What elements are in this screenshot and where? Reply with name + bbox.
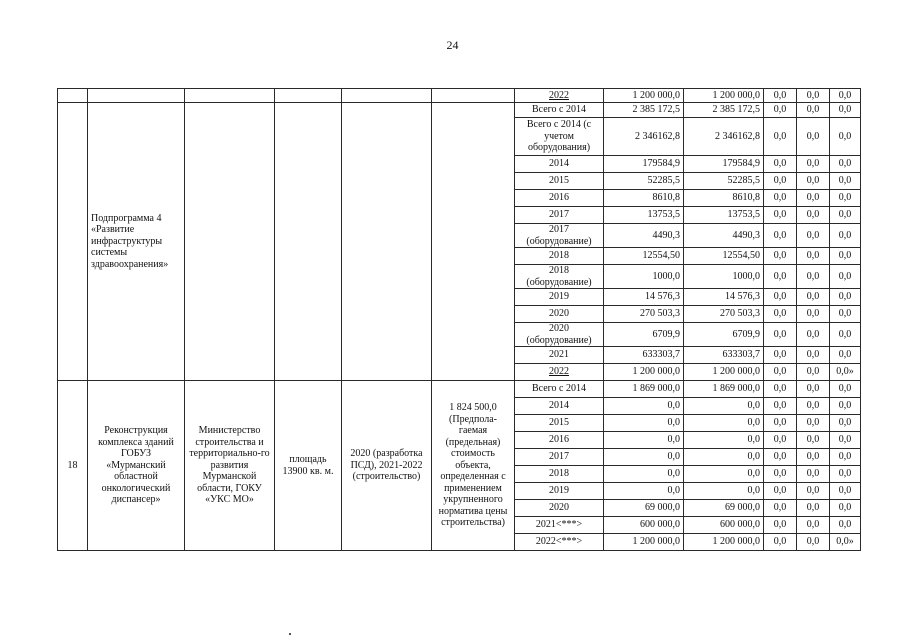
value-cell: 0,0 bbox=[797, 306, 830, 323]
period-cell: 2014 bbox=[515, 156, 604, 173]
value-cell: 0,0 bbox=[684, 449, 764, 466]
value-cell: 0,0 bbox=[830, 118, 861, 156]
period-cell: 2016 bbox=[515, 432, 604, 449]
value-cell: 600 000,0 bbox=[684, 517, 764, 534]
value-cell: 0,0 bbox=[830, 306, 861, 323]
empty-cell bbox=[432, 89, 515, 103]
period-cell: 2018 (оборудование) bbox=[515, 265, 604, 289]
value-cell: 2 385 172,5 bbox=[604, 103, 684, 118]
period-cell: Всего с 2014 bbox=[515, 381, 604, 398]
value-cell: 0,0 bbox=[764, 381, 797, 398]
budget-table bbox=[57, 88, 861, 551]
value-cell: 1 200 000,0 bbox=[604, 534, 684, 551]
period-cell: 2022 bbox=[515, 364, 604, 381]
value-cell: 0,0 bbox=[797, 432, 830, 449]
value-cell: 69 000,0 bbox=[604, 500, 684, 517]
value-cell: 0,0 bbox=[797, 398, 830, 415]
value-cell: 1 200 000,0 bbox=[604, 89, 684, 103]
value-cell: 0,0» bbox=[830, 364, 861, 381]
table-body bbox=[58, 89, 861, 551]
value-cell: 12554,50 bbox=[684, 248, 764, 265]
period-cell: 2022 bbox=[515, 89, 604, 103]
value-cell: 0,0 bbox=[797, 517, 830, 534]
value-cell: 0,0 bbox=[764, 156, 797, 173]
value-cell: 4490,3 bbox=[604, 224, 684, 248]
value-cell: 600 000,0 bbox=[604, 517, 684, 534]
period-cell: 2017 (оборудование) bbox=[515, 224, 604, 248]
value-cell: 0,0 bbox=[797, 449, 830, 466]
value-cell: 0,0 bbox=[764, 500, 797, 517]
value-cell: 0,0 bbox=[604, 466, 684, 483]
project-dates: 2020 (разработка ПСД), 2021-2022 (строительство) bbox=[342, 381, 432, 551]
scan-speck bbox=[289, 633, 291, 635]
value-cell: 0,0 bbox=[797, 483, 830, 500]
value-cell: 0,0 bbox=[797, 347, 830, 364]
value-cell: 0,0 bbox=[797, 265, 830, 289]
value-cell: 0,0 bbox=[797, 500, 830, 517]
value-cell: 14 576,3 bbox=[604, 289, 684, 306]
value-cell: 12554,50 bbox=[604, 248, 684, 265]
value-cell: 0,0 bbox=[797, 190, 830, 207]
value-cell: 0,0 bbox=[830, 323, 861, 347]
value-cell: 0,0 bbox=[830, 173, 861, 190]
value-cell: 0,0 bbox=[604, 483, 684, 500]
value-cell: 2 346162,8 bbox=[604, 118, 684, 156]
value-cell: 2 385 172,5 bbox=[684, 103, 764, 118]
value-cell: 0,0 bbox=[764, 103, 797, 118]
value-cell: 0,0 bbox=[830, 432, 861, 449]
value-cell: 0,0 bbox=[830, 224, 861, 248]
value-cell: 0,0 bbox=[830, 398, 861, 415]
project-name: Реконструкция комплекса зданий ГОБУЗ «Мурманский областной онкологический диспансер» bbox=[88, 381, 185, 551]
value-cell: 0,0 bbox=[797, 173, 830, 190]
value-cell: 0,0 bbox=[830, 289, 861, 306]
period-cell: 2018 bbox=[515, 466, 604, 483]
period-cell: 2017 bbox=[515, 207, 604, 224]
value-cell: 0,0 bbox=[684, 398, 764, 415]
value-cell: 0,0» bbox=[830, 534, 861, 551]
value-cell: 0,0 bbox=[604, 432, 684, 449]
value-cell: 0,0 bbox=[830, 156, 861, 173]
project-capacity: площадь 13900 кв. м. bbox=[275, 381, 342, 551]
value-cell: 0,0 bbox=[830, 517, 861, 534]
value-cell: 1 869 000,0 bbox=[604, 381, 684, 398]
period-cell: 2015 bbox=[515, 173, 604, 190]
value-cell: 0,0 bbox=[764, 449, 797, 466]
value-cell: 0,0 bbox=[797, 156, 830, 173]
value-cell: 0,0 bbox=[797, 248, 830, 265]
value-cell: 0,0 bbox=[830, 248, 861, 265]
value-cell: 0,0 bbox=[830, 449, 861, 466]
value-cell: 0,0 bbox=[797, 415, 830, 432]
value-cell: 633303,7 bbox=[604, 347, 684, 364]
empty-cell bbox=[58, 103, 88, 381]
value-cell: 0,0 bbox=[830, 381, 861, 398]
value-cell: 0,0 bbox=[604, 415, 684, 432]
period-cell: 2015 bbox=[515, 415, 604, 432]
value-cell: 4490,3 bbox=[684, 224, 764, 248]
empty-cell bbox=[432, 103, 515, 381]
value-cell: 0,0 bbox=[797, 381, 830, 398]
value-cell: 1000,0 bbox=[604, 265, 684, 289]
value-cell: 6709,9 bbox=[604, 323, 684, 347]
value-cell: 0,0 bbox=[764, 466, 797, 483]
value-cell: 179584,9 bbox=[684, 156, 764, 173]
value-cell: 0,0 bbox=[797, 364, 830, 381]
value-cell: 0,0 bbox=[764, 364, 797, 381]
value-cell: 0,0 bbox=[764, 248, 797, 265]
project-cost: 1 824 500,0 (Предпола-гаемая (предельная) стоимость объекта, определенная с применением укрупненного норматива цены строительства) bbox=[432, 381, 515, 551]
value-cell: 0,0 bbox=[764, 289, 797, 306]
value-cell: 0,0 bbox=[764, 224, 797, 248]
value-cell: 0,0 bbox=[604, 449, 684, 466]
value-cell: 6709,9 bbox=[684, 323, 764, 347]
value-cell: 0,0 bbox=[764, 190, 797, 207]
value-cell: 1 200 000,0 bbox=[604, 364, 684, 381]
period-cell: 2021 bbox=[515, 347, 604, 364]
value-cell: 0,0 bbox=[764, 323, 797, 347]
value-cell: 1 200 000,0 bbox=[684, 534, 764, 551]
value-cell: 0,0 bbox=[797, 289, 830, 306]
empty-cell bbox=[58, 89, 88, 103]
table-row bbox=[58, 89, 861, 103]
value-cell: 0,0 bbox=[604, 398, 684, 415]
project-customer: Министерство строительства и территориально-го развития Мурманской области, ГОКУ «УКС МО» bbox=[185, 381, 275, 551]
period-cell: 2019 bbox=[515, 483, 604, 500]
value-cell: 0,0 bbox=[830, 207, 861, 224]
value-cell: 0,0 bbox=[764, 347, 797, 364]
value-cell: 270 503,3 bbox=[604, 306, 684, 323]
value-cell: 0,0 bbox=[764, 118, 797, 156]
value-cell: 0,0 bbox=[797, 534, 830, 551]
period-cell: 2014 bbox=[515, 398, 604, 415]
row-number: 18 bbox=[58, 381, 88, 551]
value-cell: 0,0 bbox=[764, 483, 797, 500]
value-cell: 0,0 bbox=[797, 466, 830, 483]
value-cell: 179584,9 bbox=[604, 156, 684, 173]
value-cell: 0,0 bbox=[764, 89, 797, 103]
empty-cell bbox=[88, 89, 185, 103]
empty-cell bbox=[275, 89, 342, 103]
value-cell: 0,0 bbox=[830, 466, 861, 483]
value-cell: 0,0 bbox=[797, 118, 830, 156]
empty-cell bbox=[275, 103, 342, 381]
value-cell: 0,0 bbox=[764, 432, 797, 449]
value-cell: 0,0 bbox=[830, 500, 861, 517]
value-cell: 270 503,3 bbox=[684, 306, 764, 323]
period-cell: 2020 (оборудование) bbox=[515, 323, 604, 347]
value-cell: 0,0 bbox=[684, 483, 764, 500]
value-cell: 1 200 000,0 bbox=[684, 364, 764, 381]
value-cell: 0,0 bbox=[684, 432, 764, 449]
value-cell: 0,0 bbox=[764, 207, 797, 224]
empty-cell bbox=[185, 89, 275, 103]
period-cell: Всего с 2014 bbox=[515, 103, 604, 118]
table-row bbox=[58, 103, 861, 118]
period-cell: 2016 bbox=[515, 190, 604, 207]
value-cell: 0,0 bbox=[764, 517, 797, 534]
value-cell: 0,0 bbox=[684, 466, 764, 483]
value-cell: 0,0 bbox=[764, 173, 797, 190]
subprogram-name: Подпрограмма 4 «Развитие инфраструктуры системы здравоохранения» bbox=[88, 103, 185, 381]
value-cell: 0,0 bbox=[797, 224, 830, 248]
period-cell: 2017 bbox=[515, 449, 604, 466]
period-cell: 2020 bbox=[515, 306, 604, 323]
value-cell: 0,0 bbox=[830, 265, 861, 289]
empty-cell bbox=[342, 89, 432, 103]
value-cell: 0,0 bbox=[830, 103, 861, 118]
period-cell: 2018 bbox=[515, 248, 604, 265]
period-cell: 2022<***> bbox=[515, 534, 604, 551]
value-cell: 0,0 bbox=[764, 534, 797, 551]
period-cell: 2020 bbox=[515, 500, 604, 517]
empty-cell bbox=[342, 103, 432, 381]
value-cell: 1000,0 bbox=[684, 265, 764, 289]
period-cell: Всего с 2014 (с учетом оборудования) bbox=[515, 118, 604, 156]
value-cell: 1 869 000,0 bbox=[684, 381, 764, 398]
value-cell: 0,0 bbox=[797, 207, 830, 224]
value-cell: 14 576,3 bbox=[684, 289, 764, 306]
value-cell: 0,0 bbox=[684, 415, 764, 432]
value-cell: 633303,7 bbox=[684, 347, 764, 364]
value-cell: 8610,8 bbox=[684, 190, 764, 207]
value-cell: 0,0 bbox=[764, 306, 797, 323]
value-cell: 0,0 bbox=[830, 415, 861, 432]
value-cell: 52285,5 bbox=[684, 173, 764, 190]
value-cell: 8610,8 bbox=[604, 190, 684, 207]
value-cell: 0,0 bbox=[830, 89, 861, 103]
value-cell: 0,0 bbox=[797, 89, 830, 103]
value-cell: 0,0 bbox=[764, 398, 797, 415]
table-row bbox=[58, 381, 861, 398]
value-cell: 0,0 bbox=[830, 483, 861, 500]
value-cell: 0,0 bbox=[797, 323, 830, 347]
value-cell: 2 346162,8 bbox=[684, 118, 764, 156]
value-cell: 13753,5 bbox=[684, 207, 764, 224]
empty-cell bbox=[185, 103, 275, 381]
value-cell: 0,0 bbox=[764, 265, 797, 289]
page-number: 24 bbox=[446, 38, 459, 52]
value-cell: 13753,5 bbox=[604, 207, 684, 224]
value-cell: 0,0 bbox=[797, 103, 830, 118]
value-cell: 69 000,0 bbox=[684, 500, 764, 517]
period-cell: 2021<***> bbox=[515, 517, 604, 534]
value-cell: 0,0 bbox=[764, 415, 797, 432]
value-cell: 0,0 bbox=[830, 347, 861, 364]
period-cell: 2019 bbox=[515, 289, 604, 306]
value-cell: 1 200 000,0 bbox=[684, 89, 764, 103]
value-cell: 0,0 bbox=[830, 190, 861, 207]
value-cell: 52285,5 bbox=[604, 173, 684, 190]
